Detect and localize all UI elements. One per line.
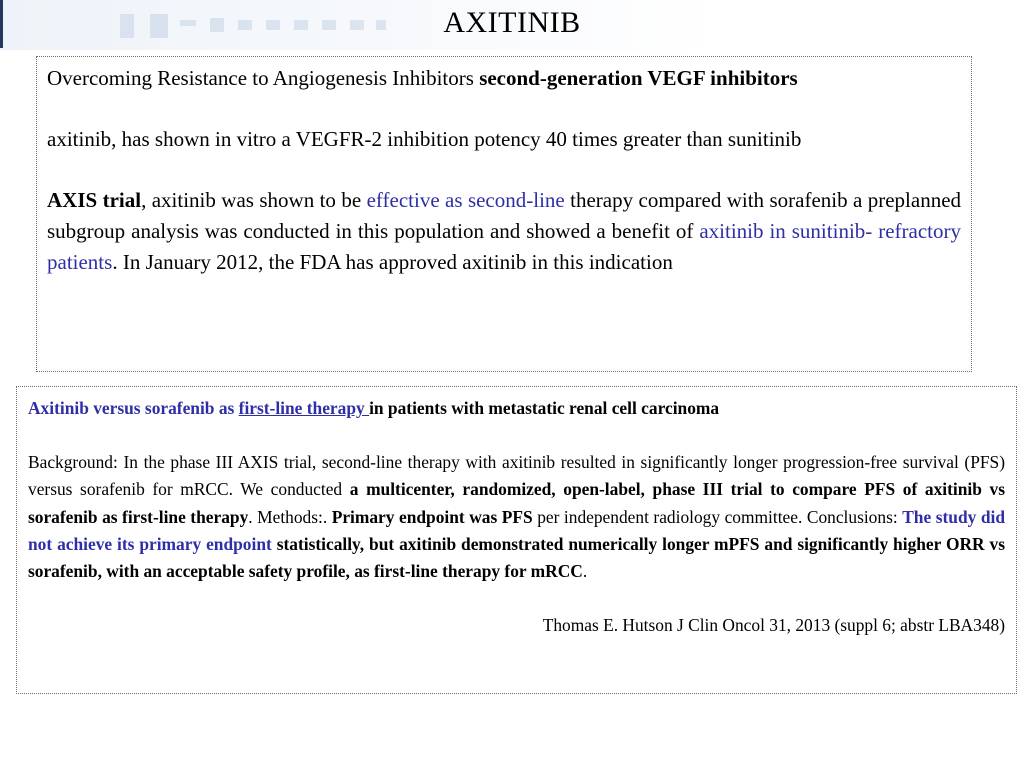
- intro-paragraph-2: [47, 124, 961, 155]
- intro-paragraph-1: [47, 63, 961, 94]
- abstract-background-paragraph: [28, 449, 1005, 585]
- intro-p3-text-3: . In January 2012, the FDA has approved axitinib in this indication: [112, 250, 673, 274]
- intro-p2-text: axitinib, has shown in vitro a VEGFR-2 inhibition potency 40 times greater than sunitinib: [47, 127, 802, 151]
- bg-text-1: Background: In the phase III AXIS trial, second-line therapy with axitinib resulted in significantly longer progression-free survival (PFS) versus sorafenib for mRCC. We conducted: [28, 452, 1005, 500]
- intro-p3-text-1: , axitinib was shown to be: [141, 188, 367, 212]
- abstract-heading-blue: Axitinib versus sorafenib as: [28, 398, 239, 418]
- intro-p3-text-2: therapy compared with sorafenib a preplanned subgroup analysis was conducted in this population and showed a benefit of: [47, 188, 962, 243]
- bg-blue-bold: The study did not achieve its primary endpoint: [28, 506, 1005, 554]
- abstract-heading-rest: in patients with metastatic renal cell carcinoma: [369, 398, 720, 418]
- intro-p3-highlight-1: effective as second-line: [366, 188, 565, 212]
- bg-text-4: .: [582, 561, 588, 582]
- intro-paragraph-3: [47, 185, 961, 278]
- bg-bold-1: a multicenter, randomized, open-label, phase III trial to compare PFS of axitinib vs sorafenib as first-line therapy: [28, 479, 1005, 527]
- bg-text-2: . Methods:.: [248, 506, 332, 527]
- abstract-box: [16, 386, 1017, 694]
- intro-p1-bold: second-generation VEGF inhibitors: [479, 66, 798, 90]
- bg-text-3: per independent radiology committee. Conclusions:: [532, 506, 903, 527]
- intro-p1-text: Overcoming Resistance to Angiogenesis Inhibitors: [47, 66, 480, 90]
- intro-text-box: [36, 56, 972, 372]
- citation: Thomas E. Hutson J Clin Oncol 31, 2013 (suppl 6; abstr LBA348): [542, 615, 1005, 636]
- bg-bold-2: Primary endpoint was PFS: [331, 506, 533, 527]
- header-band: [0, 0, 1024, 50]
- abstract-heading-underlined: first-line therapy: [238, 398, 370, 418]
- axis-trial-label: AXIS trial: [47, 188, 142, 212]
- intro-p3-highlight-2: axitinib in sunitinib- refractory patients: [47, 219, 961, 274]
- abstract-heading: [28, 395, 1005, 422]
- slide-title: AXITINIB: [443, 6, 581, 39]
- bg-bold-3: statistically, but axitinib demonstrated numerically longer mPFS and significantly higher ORR vs sorafenib, with an acceptable safety profile, as first-line therapy for mRCC: [28, 533, 1005, 582]
